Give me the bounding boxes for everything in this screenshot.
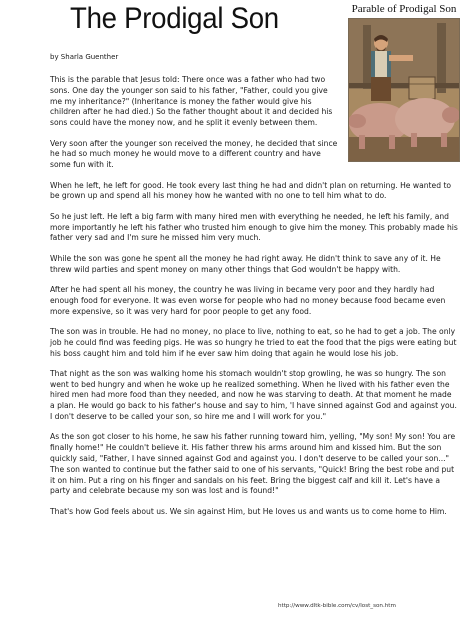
story-body bbox=[50, 75, 458, 527]
paragraph: When he left, he left for good. He took every last thing he had and didn't plan on returning. He wanted to be grown up and spend all his money how he wanted with no one to tell him what to do. bbox=[50, 180, 452, 201]
paragraph: So he just left. He left a big farm with many hired men with everything he needed, he left his family, and more importantly he left his father who trusted him enough to give him the money. This probably made his father very sad and I'm sure he missed him very much. bbox=[50, 211, 458, 243]
paragraph: This is the parable that Jesus told: There once was a father who had two sons. One day the younger son said to his father, "Father, could you give me my inheritance?" (Inheritance is money the father would give his children after he had died.) So the father thought about it and decided his sons could have the money now, and he split it evenly between them. bbox=[50, 75, 333, 128]
paragraph: While the son was gone he spent all the money he had right away. He didn't think to save any of it. He threw wild parties and spent money on many other things that God wouldn't be happy with. bbox=[50, 253, 441, 274]
paragraph: After he had spent all his money, the country he was living in became very poor and they hardly had enough food for everyone. It was even worse for people who had no money because food became even more expensive, so it was very hard for poor people to get any food. bbox=[50, 284, 446, 316]
illustration-caption: Parable of Prodigal Son bbox=[351, 3, 457, 15]
author-byline: by Sharla Guenther bbox=[50, 53, 119, 61]
paragraph: That's how God feels about us. We sin against Him, but He loves us and wants us to come home to Him. bbox=[50, 506, 447, 516]
source-url: http://www.dltk-bible.com/cv/lost_son.htm bbox=[278, 603, 396, 609]
paragraph: The son was in trouble. He had no money, no place to live, nothing to eat, so he had to get a job. The only job he could find was feeding pigs. He was so hungry he tried to eat the food that the pigs were eating but his boss caught him and told him if he ever saw him doing that again he would lose his job. bbox=[50, 326, 457, 358]
paragraph: Very soon after the younger son received the money, he decided that since he had so much money he would move to a different country and have some fun with it. bbox=[50, 138, 338, 170]
paragraph: As the son got closer to his home, he saw his father running toward him, yelling, "My son! My son! You are finally home!" He couldn't believe it. His father threw his arms around him and kissed him. But the son quickly said, "Father, I have sinned against God and against you. I don't deserve to be called your son..." The son wanted to continue but the father said to one of his servants, "Quick! Bring the best robe and put it on him. Put a ring on his finger and sandals on his feet. Bring the biggest calf and kill it. Let's have a party and celebrate because my son was lost and is found!" bbox=[50, 432, 456, 496]
paragraph: That night as the son was walking home his stomach wouldn't stop growling, he was so hungry. The son went to bed hungry and when he woke up he realized something. When he lived with his father even the hired men had more food than they needed, and now he was starving to death. At that moment he made a plan. He would go back to his father's house and say to him, 'I have sinned against God and against you. I don't deserve to be called your son, so hire me and I will work for you." bbox=[50, 368, 457, 422]
page-title: The Prodigal Son bbox=[70, 2, 279, 35]
